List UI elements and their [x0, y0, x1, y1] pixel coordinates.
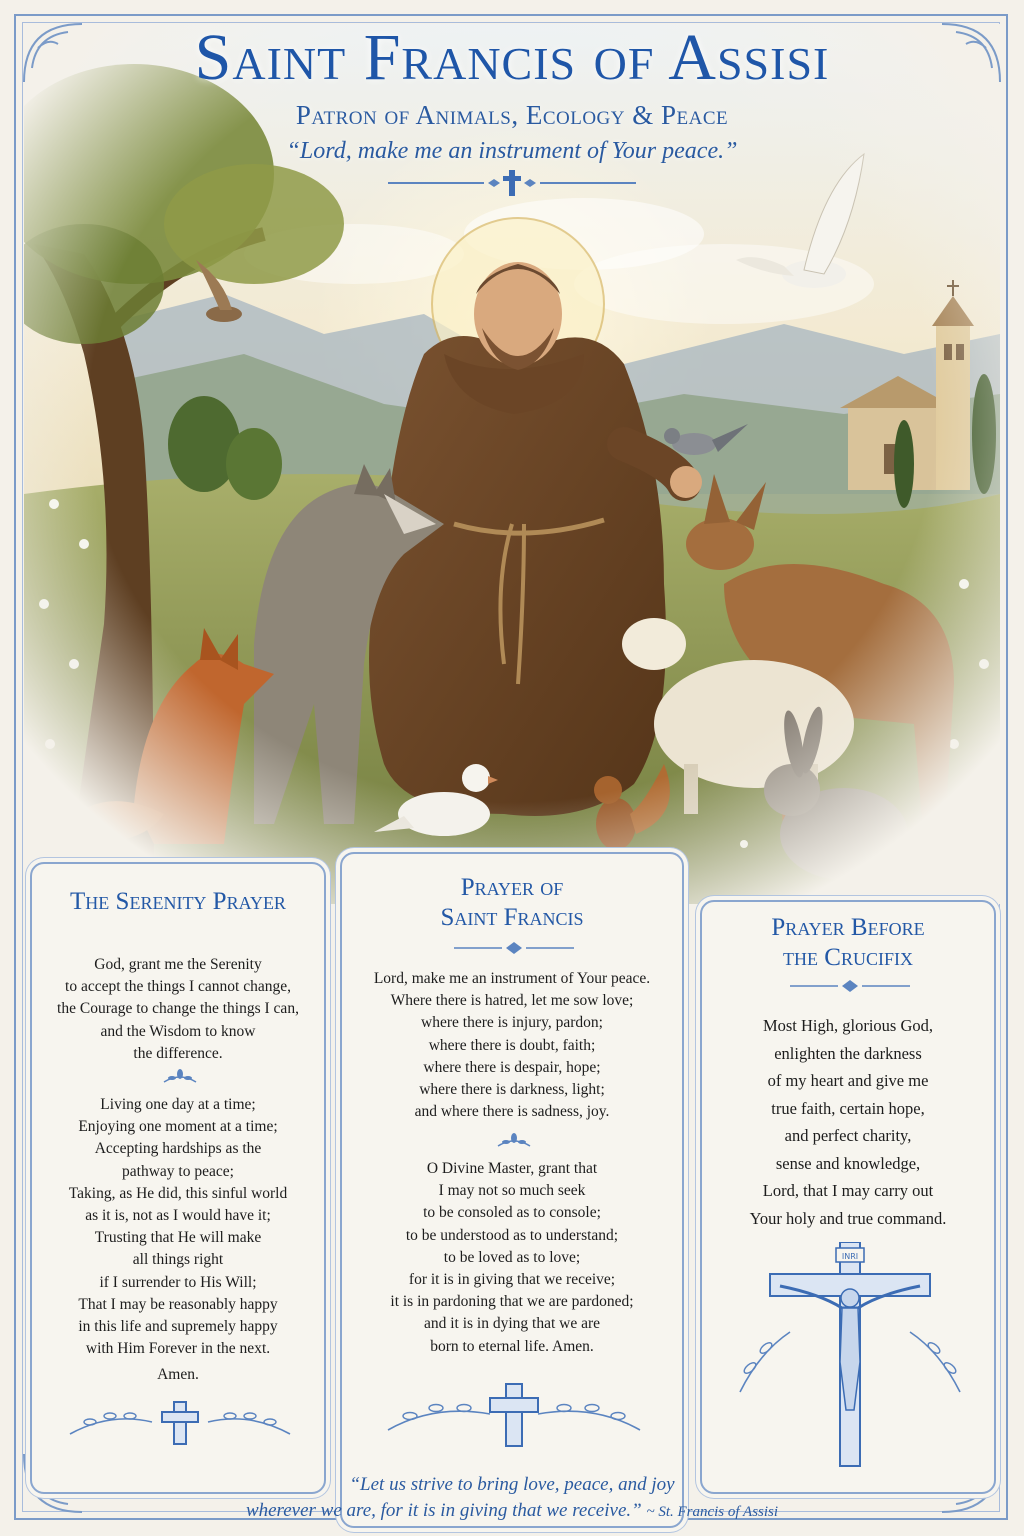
- serenity-amen: Amen.: [157, 1366, 199, 1383]
- header-divider-cross-icon: [388, 168, 636, 198]
- text-line: where there is doubt, faith;: [428, 1036, 596, 1054]
- text-line: Accepting hardships as the: [94, 1140, 262, 1158]
- serenity-stanza-1: [32, 954, 324, 1065]
- text-line: if I surrender to His Will;: [99, 1273, 257, 1291]
- serenity-stanza-2: [32, 1094, 324, 1360]
- text-line: where there is darkness, light;: [419, 1081, 605, 1099]
- text-line: I may not so much seek: [438, 1182, 586, 1200]
- prayer-before-crucifix-panel: [700, 900, 996, 1494]
- footer-quote-line1: “Let us strive to bring love, peace, and joy: [349, 1474, 675, 1495]
- text-line: Living one day at a time;: [100, 1096, 256, 1113]
- text-line: God, grant me the Serenity: [94, 956, 262, 973]
- cross-with-olive-branches-icon: [374, 1380, 654, 1450]
- serenity-prayer-title: The Serenity Prayer: [70, 888, 286, 915]
- text-line: as it is, not as I would have it;: [85, 1207, 271, 1225]
- footer-quote-line2: wherever we are, for it is in giving that we receive.”: [245, 1500, 642, 1521]
- prayer-of-saint-francis-title-line2: Saint Francis: [440, 904, 584, 931]
- olive-sprig-icon: [494, 1132, 534, 1152]
- text-line: pathway to peace;: [122, 1162, 234, 1180]
- text-line: That I may be reasonably happy: [78, 1295, 278, 1313]
- text-line: to be understood as to understand;: [405, 1226, 619, 1244]
- prayer-of-saint-francis-title-line1: Prayer of: [460, 874, 564, 901]
- text-line: Lord, make me an instrument of Your peace.: [373, 970, 651, 987]
- text-line: of my heart and give me: [767, 1071, 929, 1090]
- francis-stanza-2: [342, 1158, 682, 1358]
- footer-quote-line2-container: [0, 1498, 1024, 1525]
- francis-stanza-1: [342, 968, 682, 1123]
- text-line: the Courage to change the things I can,: [57, 1000, 299, 1018]
- text-line: Where there is hatred, let me sow love;: [390, 992, 634, 1010]
- text-line: and it is in dying that we are: [423, 1315, 601, 1333]
- text-line: born to eternal life. Amen.: [430, 1337, 594, 1355]
- text-line: all things right: [132, 1251, 224, 1269]
- olive-sprig-icon: [160, 1068, 200, 1088]
- cross-with-olive-branches-icon: [60, 1398, 300, 1448]
- page-title: Saint Francis of Assisi: [194, 21, 830, 94]
- prayer-of-saint-francis-panel: [340, 852, 684, 1528]
- title-divider-icon: [454, 940, 574, 956]
- text-line: to accept the things I cannot change,: [65, 978, 291, 996]
- text-line: and perfect charity,: [784, 1126, 912, 1145]
- page-subtitle: Patron of Animals, Ecology & Peace: [295, 100, 729, 130]
- text-line: to be loved as to love;: [443, 1248, 581, 1266]
- text-line: with Him Forever in the next.: [85, 1340, 271, 1358]
- crucifix-prayer-title-line1: Prayer Before: [771, 914, 925, 941]
- text-line: O Divine Master, grant that: [426, 1160, 598, 1177]
- crucifix-stanza-1: [702, 1012, 994, 1232]
- text-line: it is in pardoning that we are pardoned;: [390, 1293, 634, 1311]
- text-line: for it is in giving that we receive;: [408, 1271, 616, 1289]
- text-line: enlighten the darkness: [774, 1043, 922, 1063]
- crucifix-icon: [720, 1242, 980, 1472]
- title-divider-icon: [790, 978, 910, 994]
- footer-quote: [0, 1472, 1024, 1525]
- text-line: Enjoying one moment at a time;: [78, 1118, 278, 1136]
- text-line: true faith, certain hope,: [771, 1098, 925, 1118]
- text-line: sense and knowledge,: [775, 1153, 921, 1173]
- text-line: and the Wisdom to know: [100, 1022, 256, 1040]
- text-line: where there is injury, pardon;: [421, 1014, 603, 1032]
- text-line: Taking, as He did, this sinful world: [68, 1184, 288, 1202]
- text-line: and where there is sadness, joy.: [414, 1103, 610, 1121]
- crucifix-prayer-title-line2: the Crucifix: [783, 944, 913, 971]
- text-line: where there is despair, hope;: [423, 1058, 601, 1076]
- text-line: Lord, that I may carry out: [762, 1181, 934, 1200]
- header-quote: “Lord, make me an instrument of Your peace.”: [286, 138, 738, 164]
- text-line: Your holy and true command.: [749, 1208, 947, 1228]
- text-line: Trusting that He will make: [94, 1229, 262, 1247]
- text-line: to be consoled as to console;: [423, 1204, 601, 1222]
- text-line: the difference.: [133, 1044, 223, 1062]
- serenity-prayer-panel: [30, 862, 326, 1494]
- footer-attribution: ~ St. Francis of Assisi: [646, 1504, 779, 1520]
- text-line: Most High, glorious God,: [762, 1016, 934, 1035]
- text-line: in this life and supremely happy: [78, 1318, 278, 1336]
- inri-label: INRI: [841, 1252, 859, 1261]
